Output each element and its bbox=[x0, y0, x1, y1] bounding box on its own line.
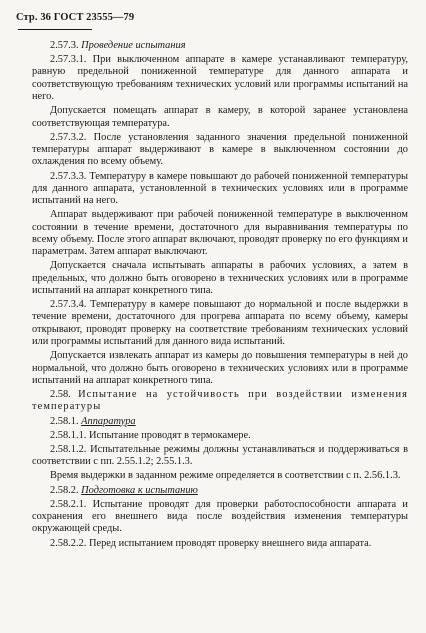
paragraph: Допускается извлекать аппарат из камеры до повышения температуры в ней до нормальной, что должно быть оговорено в технических условиях или в программе испытаний на аппарат конкретного типа. bbox=[32, 350, 408, 386]
heading-title: Проведение испытания bbox=[81, 40, 186, 51]
heading-number: 2.58.1. bbox=[50, 415, 82, 427]
paragraph: 2.57.3.1. При выключенном аппарате в камере устанавливают температуру, равную предельной пониженной температуре для данного аппарата и соответствующую требованиям технических условий или программы испытаний на него. bbox=[32, 54, 408, 103]
paragraph: 2.58.1.1. Испытание проводят в термокамере. bbox=[50, 429, 251, 441]
heading-title: Подготовка к испытанию bbox=[81, 484, 198, 496]
paragraph: Аппарат выдерживают при рабочей пониженной температуре в выключенном состоянии в течение времени, достаточного для выравнивания температуры по всему объему. После этого аппарат включают, проводят проверку по его функциям и параметрам. Затем аппарат выключают. bbox=[32, 209, 408, 258]
section-heading-2-57-3 bbox=[32, 40, 408, 52]
page-header: Стр. 36 ГОСТ 23555—79 bbox=[16, 12, 135, 23]
paragraph: 2.58.2.1. Испытание проводят для проверки работоспособности аппарата и сохранения его внешнего вида после воздействия изменения температуры окружающей среды. bbox=[32, 498, 408, 535]
heading-number: 2.58.2. bbox=[50, 484, 82, 496]
paragraph: 2.57.3.3. Температуру в камере повышают до рабочей пониженной температуры для данного аппарата, установленной в технических условиях или в программе испытаний на него. bbox=[32, 170, 408, 207]
document-body bbox=[32, 40, 408, 552]
paragraph: 2.57.3.4. Температуру в камере повышают до нормальной и после выдержки в течение времени, достаточного для прогрева аппарата по всему объему, камеры открывают, проводят проверку на соответствие требованиям технических условий или программы испытаний для данного вида испытаний. bbox=[32, 299, 408, 348]
paragraph: Допускается сначала испытывать аппараты в рабочих условиях, а затем в предельных, что должно быть оговорено в технических условиях или в программе испытаний на аппарат конкретного типа. bbox=[32, 260, 408, 296]
heading-title: Аппаратура bbox=[81, 415, 136, 427]
paragraph: Допускается помещать аппарат в камеру, в которой заранее установлена соответствующая температура. bbox=[32, 105, 408, 129]
paragraph: 2.58.2.2. Перед испытанием проводят проверку внешнего вида аппарата. bbox=[50, 537, 372, 549]
header-rule bbox=[18, 29, 92, 30]
section-heading-2-58-1 bbox=[32, 416, 408, 428]
paragraph: 2.58.1.2. Испытательные режимы должны устанавливаться и поддерживаться в соответствии с пп. 2.55.1.2; 2.55.1.3. bbox=[32, 443, 408, 468]
heading-number: 2.57.3. bbox=[50, 40, 82, 51]
paragraph: 2.57.3.2. После установления заданного значения предельной пониженной температуры аппарат выдерживают в камере в выключенном состоянии до охлаждения по всему объему. bbox=[32, 131, 408, 168]
paragraph: Время выдержки в заданном режиме определяется в соответствии с п. 2.56.1.3. bbox=[50, 470, 401, 482]
section-heading-2-58-2 bbox=[32, 485, 408, 497]
heading-number: 2.58. bbox=[50, 389, 79, 401]
section-heading-2-58 bbox=[32, 389, 408, 414]
heading-title: Испытание на устойчивость при воздействии изменения температуры bbox=[32, 389, 408, 413]
